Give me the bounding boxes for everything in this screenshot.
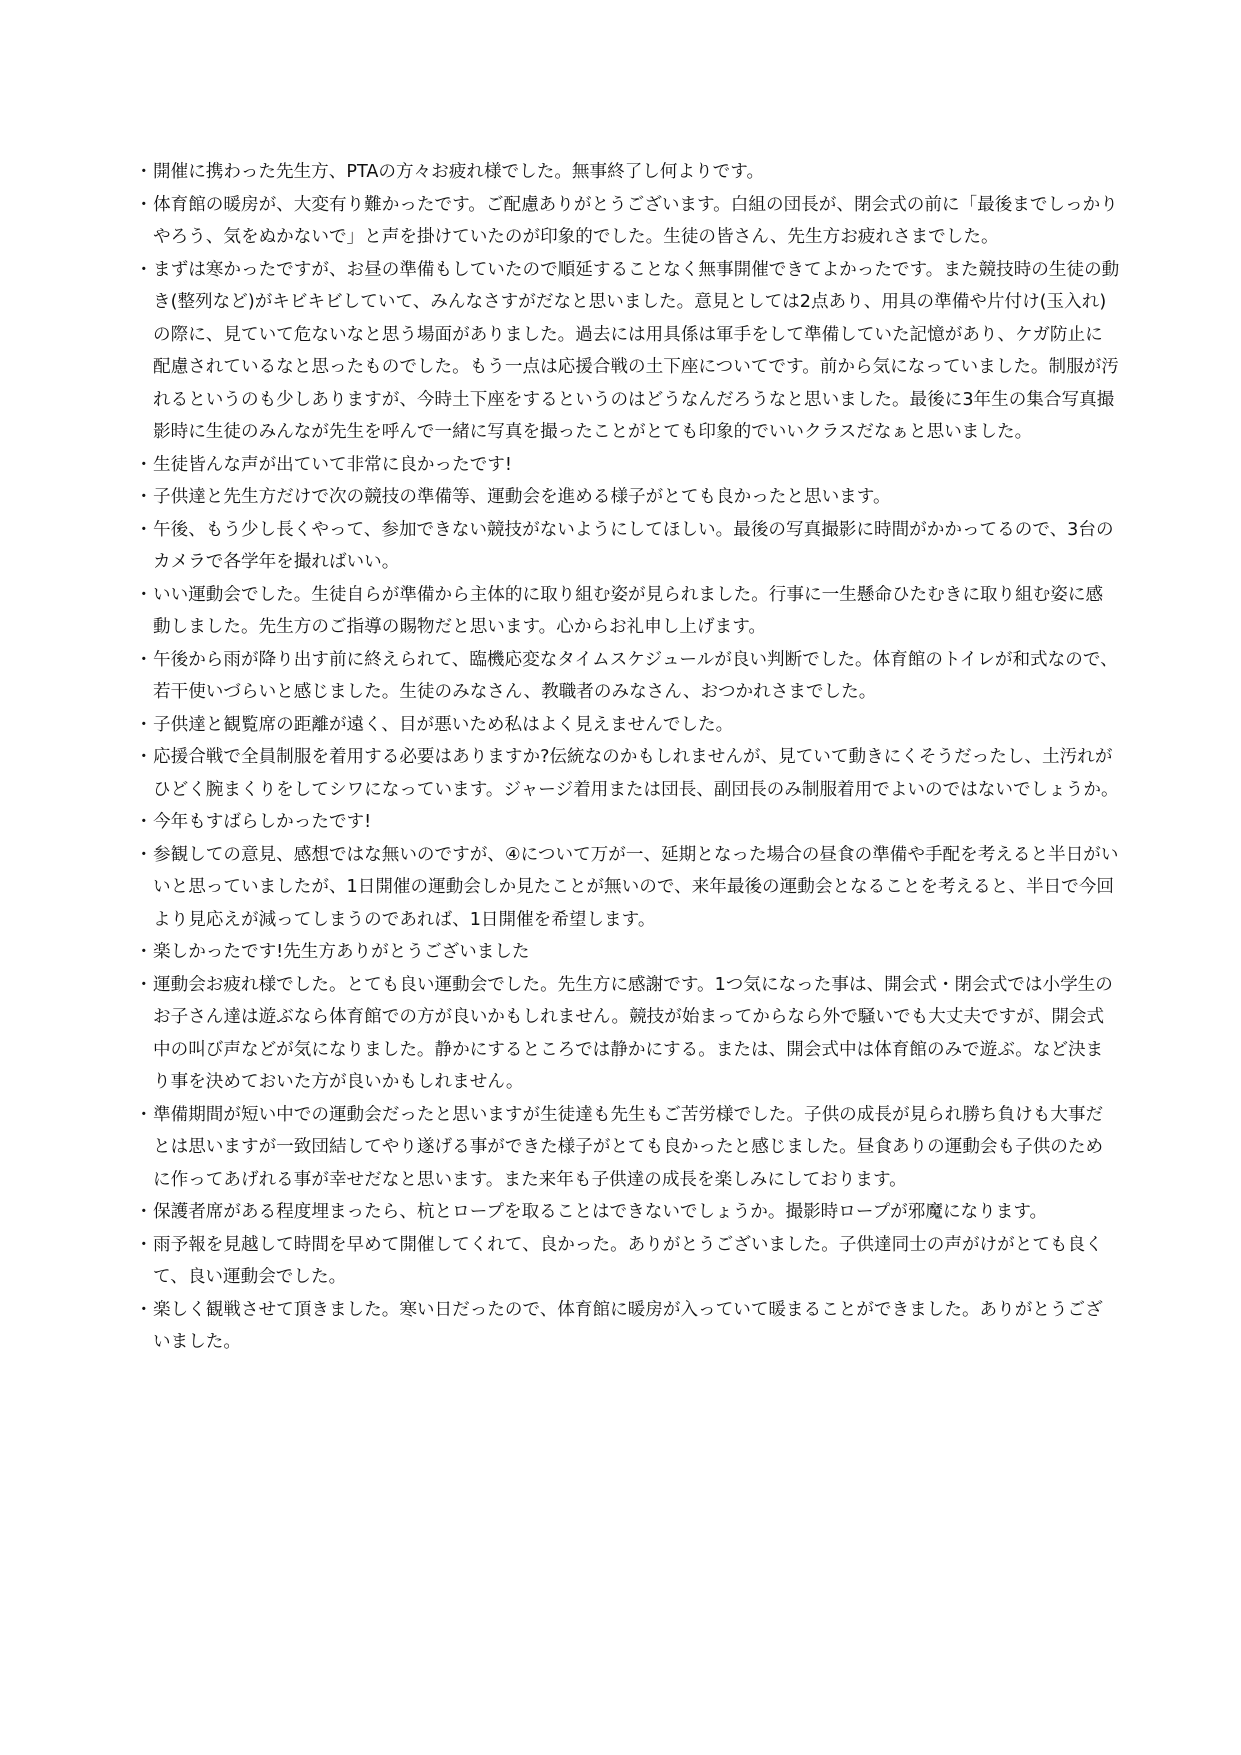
bullet-mark: ・: [135, 714, 153, 735]
comment-item: [135, 709, 1120, 742]
comment-item: [135, 449, 1120, 482]
bullet-mark: ・: [135, 942, 153, 962]
comment-item: [135, 741, 1120, 806]
comment-text: 体育館の暖房が、大変有り難かったです。ご配慮ありがとうございます。白組の団長が、閉会式の前に「最後までしっかりやろう、気をぬかないで」と声を掛けていたのが印象的でした。生徒の皆さん、先生方お疲れさまでした。: [153, 194, 1118, 247]
comment-item: [135, 189, 1120, 254]
bullet-mark: ・: [135, 1234, 153, 1255]
bullet-mark: ・: [135, 194, 153, 215]
bullet-mark: ・: [135, 844, 153, 865]
comment-text: 参観しての意見、感想ではな無いのですが、④について万が一、延期となった場合の昼食の準備や手配を考えると半日がいいと思っていましたが、1日開催の運動会しか見たことが無いので、来年最後の運動会となることを考えると、半日で今回より見応えが減ってしまうのであれば、1日開催を希望します。: [153, 844, 1119, 930]
comment-item: [135, 481, 1120, 514]
comment-item: [135, 806, 1120, 839]
comment-item: [135, 644, 1120, 709]
comment-list: [135, 156, 1120, 1359]
comment-text: 雨予報を見越して時間を早めて開催してくれて、良かった。ありがとうございました。子供達同士の声がけがとても良くて、良い運動会でした。: [153, 1234, 1103, 1287]
comment-item: [135, 1229, 1120, 1294]
comment-text: 午後、もう少し長くやって、参加できない競技がないようにしてほしい。最後の写真撮影に時間がかかってるので、3台のカメラで各学年を撮ればいい。: [153, 519, 1114, 572]
comment-item: [135, 839, 1120, 937]
comment-text: 運動会お疲れ様でした。とても良い運動会でした。先生方に感謝です。1つ気になった事は、開会式・閉会式では小学生のお子さん達は遊ぶなら体育館での方が良いかもしれません。競技が始まってからなら外で騒いでも大丈夫ですが、開会式中の叫び声などが気になりました。静かにするところでは静かにする。または、開会式中は体育館のみで遊ぶ。など決まり事を決めておいた方が良いかもしれません。: [153, 974, 1113, 1092]
comment-item: [135, 1099, 1120, 1197]
comment-text: 今年もすばらしかったです!: [153, 812, 372, 832]
bullet-mark: ・: [135, 454, 153, 475]
comment-item: [135, 969, 1120, 1099]
bullet-mark: ・: [135, 747, 153, 767]
comment-text: 午後から雨が降り出す前に終えられて、臨機応変なタイムスケジュールが良い判断でした。体育館のトイレが和式なので、若干使いづらいと感じました。生徒のみなさん、教職者のみなさん、おつかれさまでした。: [153, 649, 1118, 702]
comment-text: まずは寒かったですが、お昼の準備もしていたので順延することなく無事開催できてよかったです。また競技時の生徒の動き(整列など)がキビキビしていて、みんなさすがだなと思いました。意見としては2点あり、用具の準備や片付け(玉入れ)の際に、見ていて危ないなと思う場面がありました。過去には用具係は軍手をして準備していた記憶があり、ケガ防止に配慮されているなと思ったものでした。もう一点は応援合戦の土下座についてです。前から気になっていました。制服が汚れるというのも少しありますが、今時土下座をするというのはどうなんだろうなと思いました。最後に3年生の集合写真撮影時に生徒のみんなが先生を呼んで一緒に写真を撮ったことがとても印象的でいいクラスだなぁと思いました。: [153, 259, 1120, 442]
comment-text: 楽しく観戦させて頂きました。寒い日だったので、体育館に暖房が入っていて暖まることができました。ありがとうございました。: [153, 1299, 1103, 1352]
comment-item: [135, 514, 1120, 579]
comment-text: 開催に携わった先生方、PTAの方々お疲れ様でした。無事終了し何よりです。: [153, 162, 765, 182]
comment-text: 子供達と観覧席の距離が遠く、目が悪いため私はよく見えませんでした。: [153, 714, 734, 735]
comment-text: 準備期間が短い中での運動会だったと思いますが生徒達も先生もご苦労様でした。子供の成長が見られ勝ち負けも大事だとは思いますが一致団結してやり遂げる事ができた様子がとても良かったと感じました。昼食ありの運動会も子供のために作ってあげれる事が幸せだなと思います。また来年も子供達の成長を楽しみにしております。: [153, 1104, 1104, 1190]
comment-text: 応援合戦で全員制服を着用する必要はありますか?伝統なのかもしれませんが、見ていて動きにくそうだったし、土汚れがひどく腕まくりをしてシワになっています。ジャージ着用または団長、副団長のみ制服着用でよいのではないでしょうか。: [153, 747, 1119, 800]
bullet-mark: ・: [135, 1202, 153, 1222]
comment-text: 子供達と先生方だけで次の競技の準備等、運動会を進める様子がとても良かったと思います。: [153, 487, 891, 507]
comment-item: [135, 1294, 1120, 1359]
bullet-mark: ・: [135, 1299, 153, 1320]
comment-text: いい運動会でした。生徒自らが準備から主体的に取り組む姿が見られました。行事に一生懸命ひたむきに取り組む姿に感動しました。先生方のご指導の賜物だと思います。心からお礼申し上げます。: [153, 584, 1104, 637]
bullet-mark: ・: [135, 649, 153, 670]
bullet-mark: ・: [135, 487, 153, 507]
comment-text: 生徒皆んな声が出ていて非常に良かったです!: [153, 454, 512, 475]
bullet-mark: ・: [135, 584, 153, 605]
comment-item: [135, 1196, 1120, 1229]
comment-item: [135, 156, 1120, 189]
bullet-mark: ・: [135, 1104, 153, 1125]
bullet-mark: ・: [135, 519, 153, 540]
bullet-mark: ・: [135, 162, 153, 182]
bullet-mark: ・: [135, 259, 153, 280]
comment-text: 楽しかったです!先生方ありがとうございました: [153, 942, 530, 962]
bullet-mark: ・: [135, 812, 153, 832]
comment-item: [135, 936, 1120, 969]
comment-text: 保護者席がある程度埋まったら、杭とロープを取ることはできないでしょうか。撮影時ロープが邪魔になります。: [153, 1202, 1048, 1222]
comment-item: [135, 579, 1120, 644]
comment-item: [135, 254, 1120, 449]
bullet-mark: ・: [135, 974, 153, 995]
